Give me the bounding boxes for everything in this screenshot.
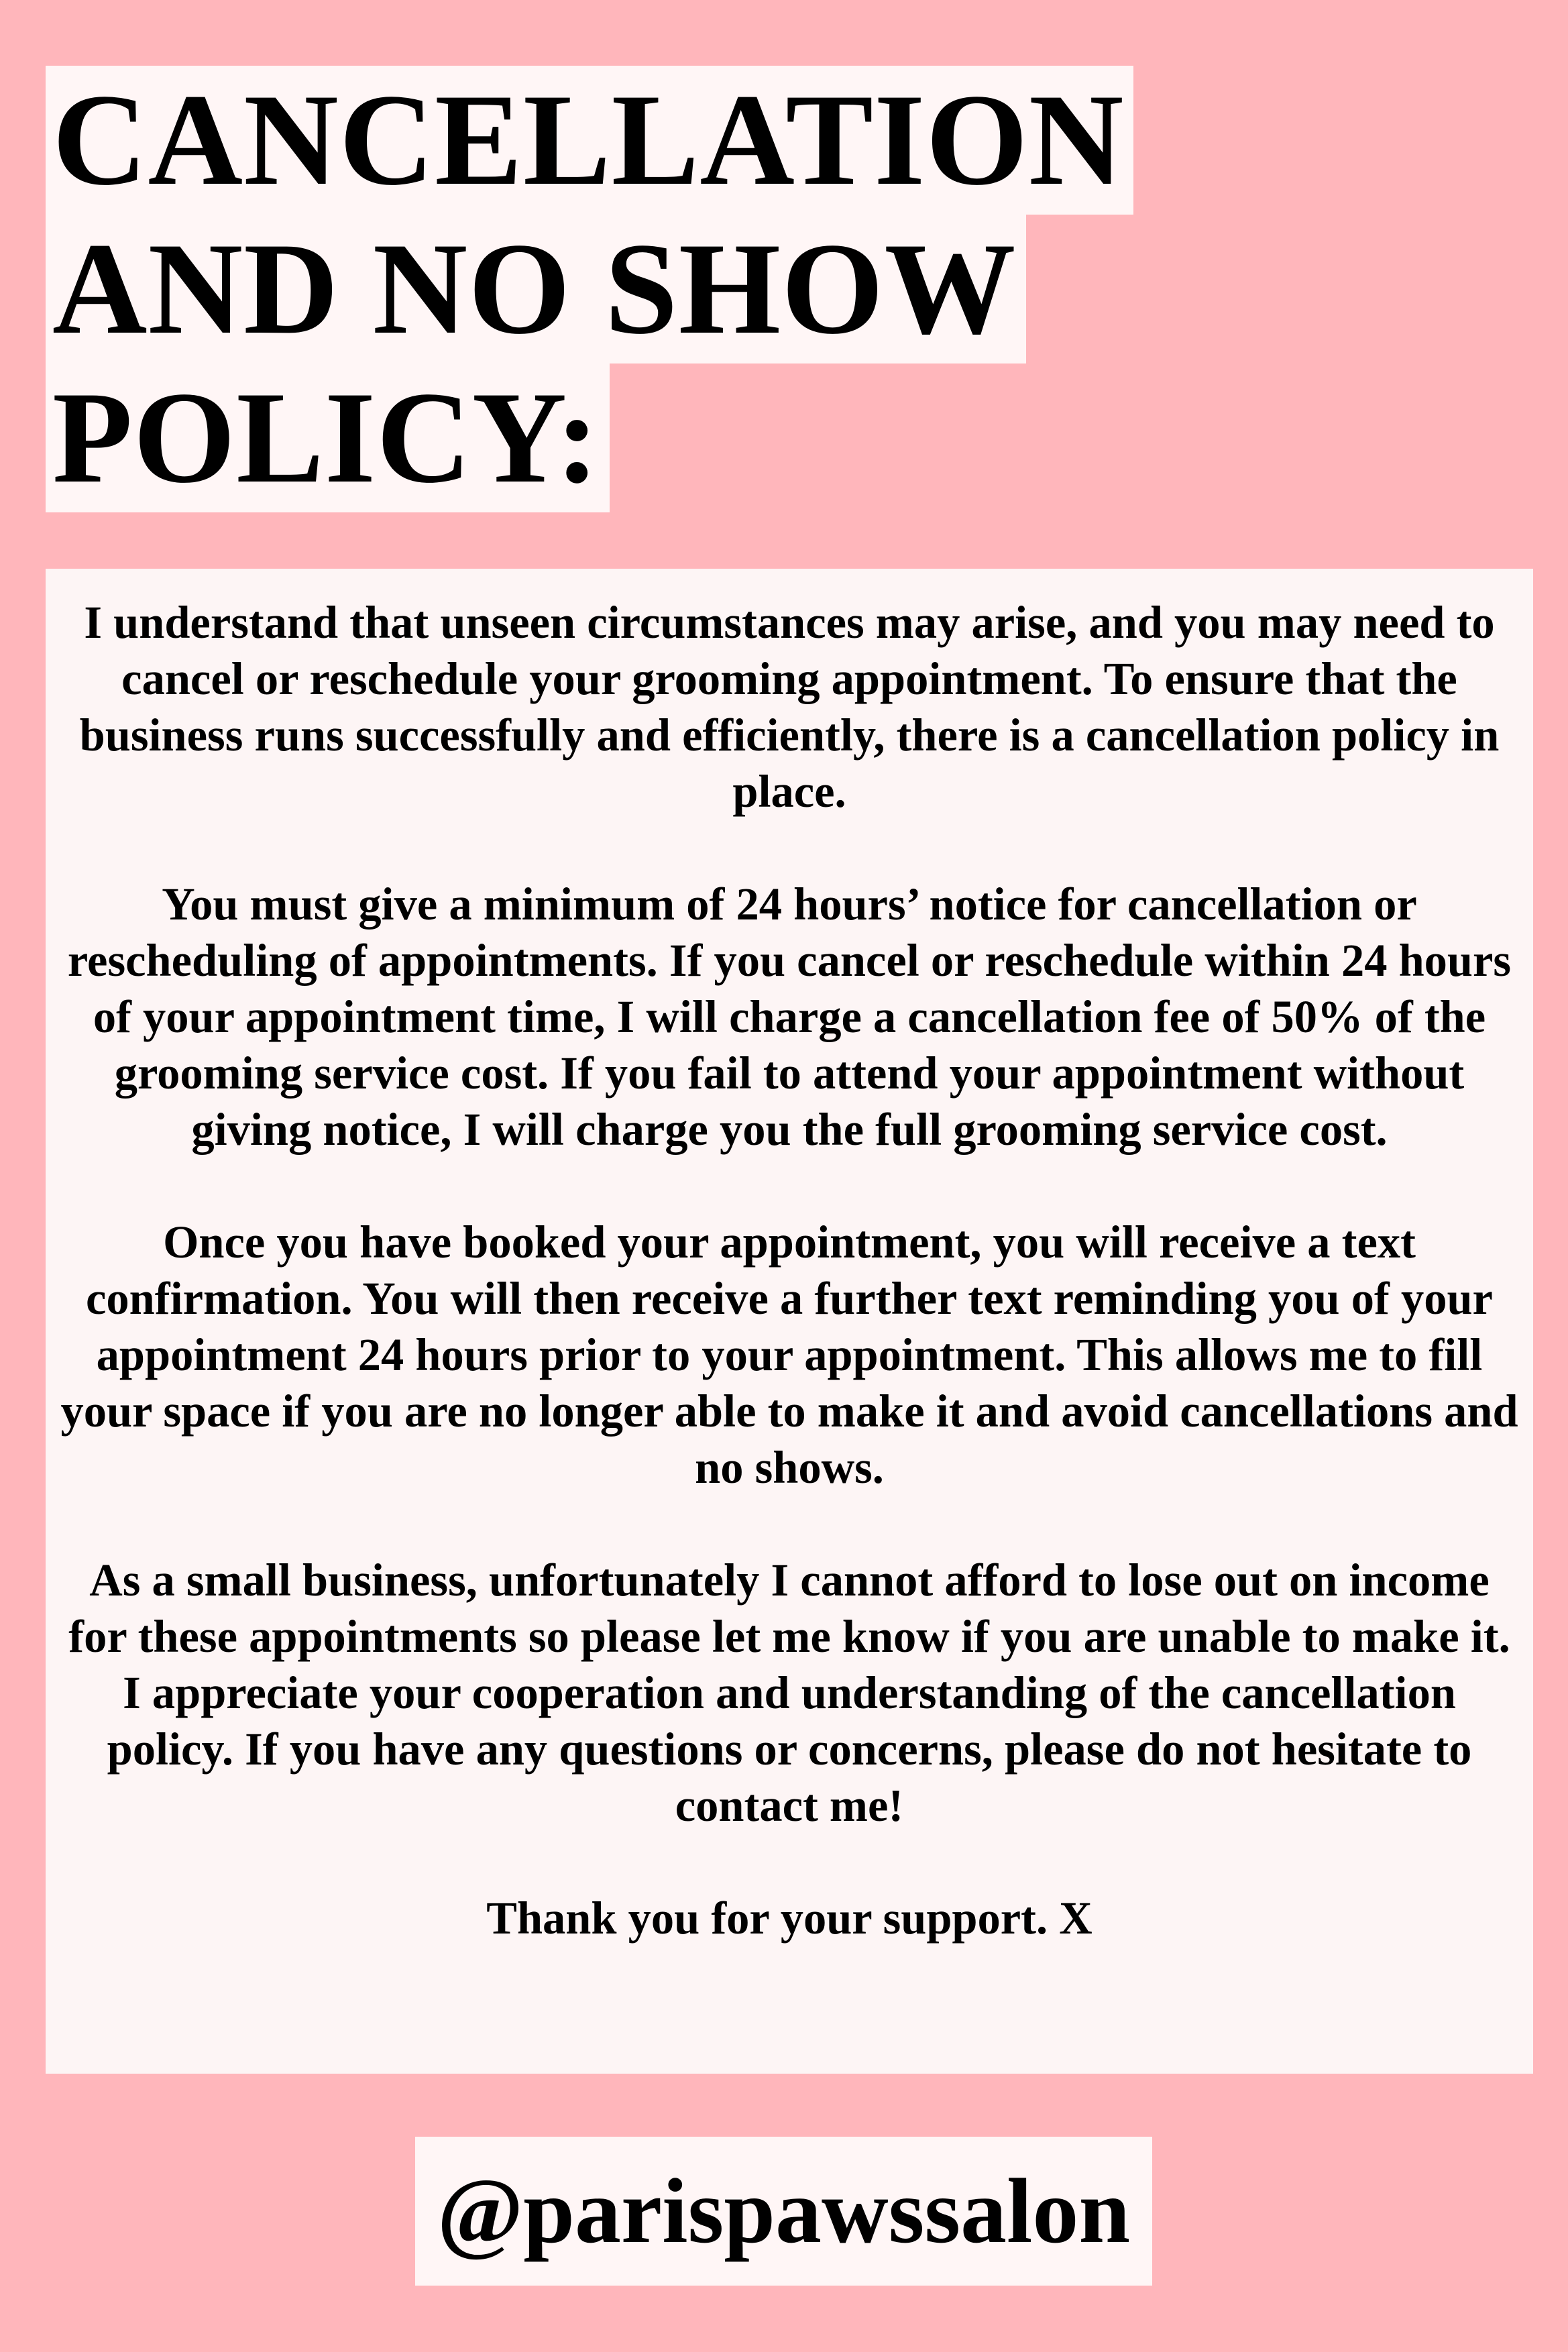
policy-paragraph-thanks: Thank you for your support. X xyxy=(486,1893,1093,1944)
social-handle: @parispawssalon xyxy=(415,2137,1152,2286)
title-line-2: AND NO SHOW xyxy=(46,215,1026,363)
policy-title xyxy=(46,66,1133,512)
policy-paragraph-reminder: Once you have booked your appointment, you will receive a text confirmation. You will then receive a further text reminding you of your appointment 24 hours prior to your appointment. This allows me to fill your space if you are no longer able to make it and avoid cancellations and no shows. xyxy=(60,1217,1518,1493)
title-line-3: POLICY: xyxy=(46,363,610,512)
policy-paragraph-notice: You must give a minimum of 24 hours’ notice for cancellation or rescheduling of appointments. If you cancel or reschedule within 24 hours of your appointment time, I will charge a cancellation fee of 50% of the grooming service cost. If you fail to attend your appointment without giving notice, I will charge you the full grooming service cost. xyxy=(67,879,1512,1155)
title-line-1: CANCELLATION xyxy=(46,66,1133,215)
policy-paragraph-intro: I understand that unseen circumstances may arise, and you may need to cancel or reschedule your grooming appointment. To ensure that the business runs successfully and efficiently, there is a cancellation policy in place. xyxy=(79,597,1500,817)
policy-body-panel xyxy=(46,569,1533,2074)
policy-paragraph-small-business: As a small business, unfortunately I cannot afford to lose out on income for these appointments so please let me know if you are unable to make it. I appreciate your cooperation and understanding of the cancellation policy. If you have any questions or concerns, please do not hesitate to contact me! xyxy=(68,1555,1510,1831)
